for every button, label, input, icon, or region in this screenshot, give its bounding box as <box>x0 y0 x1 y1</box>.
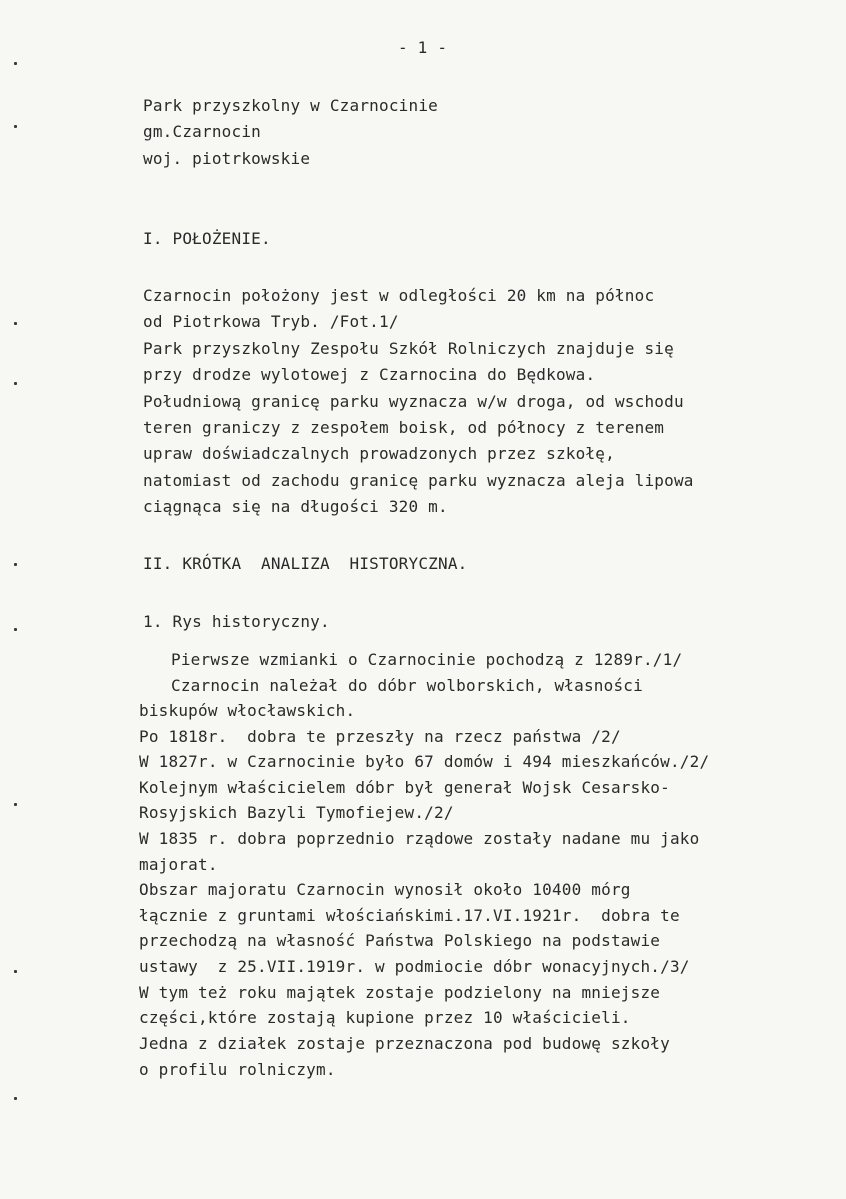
paragraph-line: części,które zostają kupione przez 10 właścicieli. <box>139 1008 631 1027</box>
paragraph-line: o profilu rolniczym. <box>139 1060 336 1079</box>
paragraph-line: W 1827r. w Czarnocinie było 67 domów i 494 mieszkańców./2/ <box>139 752 710 771</box>
section-heading: II. KRÓTKA ANALIZA HISTORYCZNA. <box>143 554 468 573</box>
subsection-heading: 1. Rys historyczny. <box>143 612 330 631</box>
binder-hole-mark <box>14 382 17 385</box>
paragraph-line: Czarnocin położony jest w odległości 20 km na północ <box>143 286 655 305</box>
header-commune: gm.Czarnocin <box>143 122 261 141</box>
paragraph-line: majorat. <box>139 855 218 874</box>
paragraph-line: Po 1818r. dobra te przeszły na rzecz państwa /2/ <box>139 727 621 746</box>
binder-hole-mark <box>14 125 17 128</box>
binder-hole-mark <box>14 970 17 973</box>
binder-hole-mark <box>14 322 17 325</box>
paragraph-line: natomiast od zachodu granicę parku wyznacza aleja lipowa <box>143 471 694 490</box>
paragraph-line: przechodzą na własność Państwa Polskiego na podstawie <box>139 931 661 950</box>
paragraph-line: upraw doświadczalnych prowadzonych przez szkołę, <box>143 444 615 463</box>
paragraph-line: Południową granicę parku wyznacza w/w droga, od wschodu <box>143 392 684 411</box>
paragraph-line: łącznie z gruntami włościańskimi.17.VI.1921r. dobra te <box>139 906 680 925</box>
paragraph-line: Park przyszkolny Zespołu Szkół Rolniczych znajduje się <box>143 339 674 358</box>
paragraph-line: Jedna z działek zostaje przeznaczona pod budowę szkoły <box>139 1034 670 1053</box>
paragraph-line: od Piotrkowa Tryb. /Fot.1/ <box>143 312 399 331</box>
header-title: Park przyszkolny w Czarnocinie <box>143 96 438 115</box>
binder-hole-mark <box>14 803 17 806</box>
header-voivodeship: woj. piotrkowskie <box>143 149 311 168</box>
paragraph-line: ciągnąca się na długości 320 m. <box>143 497 448 516</box>
binder-hole-mark <box>14 62 17 65</box>
paragraph-line: teren graniczy z zespołem boisk, od północy z terenem <box>143 418 665 437</box>
paragraph-line: W 1835 r. dobra poprzednio rządowe zostały nadane mu jako <box>139 829 700 848</box>
paragraph-line: Kolejnym właścicielem dóbr był generał Wojsk Cesarsko- <box>139 778 670 797</box>
paragraph-line: Pierwsze wzmianki o Czarnocinie pochodzą z 1289r./1/ <box>171 650 683 669</box>
paragraph-line: przy drodze wylotowej z Czarnocina do Będkowa. <box>143 365 596 384</box>
paragraph-line: W tym też roku majątek zostaje podzielony na mniejsze <box>139 983 661 1002</box>
paragraph-line: Obszar majoratu Czarnocin wynosił około 10400 mórg <box>139 880 631 899</box>
binder-hole-mark <box>14 628 17 631</box>
paragraph-line: Czarnocin należał do dóbr wolborskich, własności <box>171 676 643 695</box>
paragraph-line: Rosyjskich Bazyli Tymofiejew./2/ <box>139 803 454 822</box>
paragraph-line: biskupów włocławskich. <box>139 701 356 720</box>
section-heading: I. POŁOŻENIE. <box>143 229 271 248</box>
binder-hole-mark <box>14 563 17 566</box>
binder-hole-mark <box>14 1097 17 1100</box>
paragraph-line: ustawy z 25.VII.1919r. w podmiocie dóbr wonacyjnych./3/ <box>139 957 690 976</box>
page-number: - 1 - <box>398 38 448 57</box>
